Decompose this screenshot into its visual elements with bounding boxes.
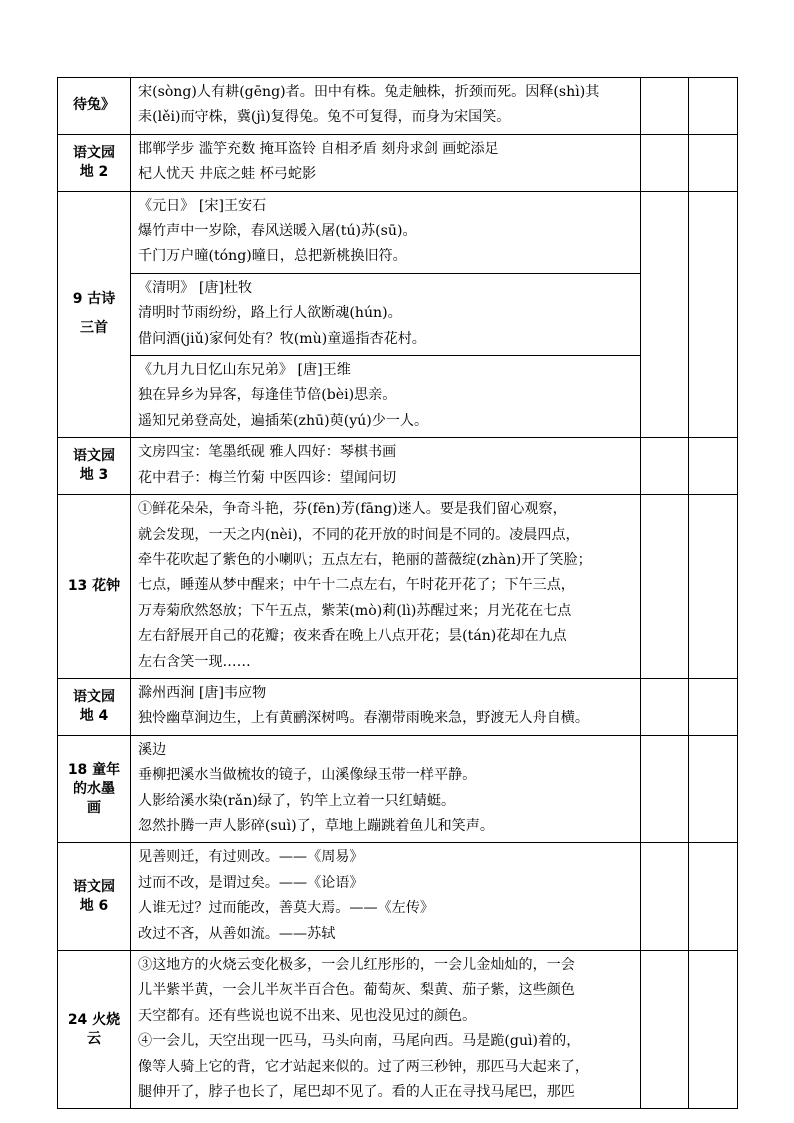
text-line: 就会发现，一天之内(nèi)，不同的花开放的时间是不同的。凌晨四点，	[138, 526, 580, 543]
text-line: 人谁无过？过而能改，善莫大焉。——《左传》	[138, 900, 434, 917]
text-cell	[131, 678, 641, 735]
lesson-label-line: 语文园	[73, 688, 115, 705]
table-row	[58, 678, 738, 735]
text-line: 溪边	[138, 741, 167, 758]
text-cell	[131, 356, 641, 438]
text-cell	[131, 843, 641, 951]
text-line: 独怜幽草涧边生，上有黄鹂深树鸣。春潮带雨晚来急，野渡无人舟自横。	[138, 710, 589, 727]
check-cell-1	[641, 495, 689, 679]
check-cell-2	[689, 78, 738, 135]
table-row	[58, 273, 738, 355]
text-line: 清明时节雨纷纷，路上行人欲断魂(hún)。	[138, 305, 402, 322]
lesson-label-line: 9 古诗	[72, 291, 116, 308]
table-row	[58, 951, 738, 1109]
check-cell-1	[641, 438, 689, 495]
text-line: 天空都有。还有些说也说不出来、见也没见过的颜色。	[138, 1007, 477, 1024]
text-line: 遥知兄弟登高处，遍插茱(zhū)萸(yú)少一人。	[138, 412, 429, 429]
text-line: 文房四宝：笔墨纸砚 雅人四好：琴棋书画	[138, 444, 397, 461]
table-row	[58, 438, 738, 495]
table-row	[58, 356, 738, 438]
check-cell-2	[689, 495, 738, 679]
check-cell-1	[641, 78, 689, 135]
lesson-label-line: 的水墨	[73, 780, 115, 797]
check-cell-1	[641, 134, 689, 191]
text-line: ④一会儿，天空出现一匹马，马头向南，马尾向西。马是跪(guì)着的，	[138, 1033, 581, 1050]
check-cell-1	[641, 951, 689, 1109]
lesson-label-line: 画	[87, 799, 101, 816]
lesson-label-line: 13 花钟	[67, 578, 121, 595]
lesson-label-line: 地 2	[79, 163, 109, 180]
text-line: 邯郸学步 滥竽充数 掩耳盗铃 自相矛盾 刻舟求剑 画蛇添足	[138, 140, 499, 157]
lesson-label-line: 地 6	[79, 897, 109, 914]
text-cell	[131, 495, 641, 679]
text-line: 耒(lěi)而守株，冀(jì)复得兔。兔不可复得，而身为宋国笑。	[138, 109, 511, 126]
table-row	[58, 191, 738, 273]
text-line: 花中君子：梅兰竹菊 中医四诊：望闻问切	[138, 469, 397, 486]
lesson-label-line: 三首	[80, 320, 108, 337]
text-line: 独在异乡为异客，每逢佳节倍(bèi)思亲。	[138, 387, 397, 404]
text-cell	[131, 438, 641, 495]
text-cell	[131, 273, 641, 355]
text-line: ③这地方的火烧云变化极多，一会儿红彤彤的，一会儿金灿灿的，一会	[138, 957, 575, 973]
check-cell-2	[689, 735, 738, 843]
text-cell	[131, 78, 641, 135]
lesson-label	[58, 495, 131, 679]
lesson-label	[58, 191, 131, 438]
text-line: 七点，睡莲从梦中醒来；中午十二点左右，午时花开花了；下午三点，	[138, 577, 575, 594]
text-line: 腿伸开了，脖子也长了，尾巴却不见了。看的人正在寻找马尾巴，那匹	[138, 1084, 575, 1101]
check-cell-2	[689, 438, 738, 495]
check-cell-1	[641, 735, 689, 843]
text-line: 左右舒展开自己的花瓣；夜来香在晚上八点开花；昙(tán)花却在九点	[138, 628, 567, 645]
lesson-label	[58, 78, 131, 135]
check-cell-1	[641, 191, 689, 438]
lesson-label	[58, 438, 131, 495]
table-row	[58, 495, 738, 679]
lesson-label	[58, 678, 131, 735]
lesson-label-line: 语文园	[73, 144, 115, 161]
text-line: 见善则迁，有过则改。——《周易》	[138, 849, 364, 866]
text-line: 过而不改，是谓过矣。——《论语》	[138, 874, 364, 891]
check-cell-1	[641, 678, 689, 735]
text-line: 左右含笑一现……	[138, 653, 251, 670]
check-cell-2	[689, 951, 738, 1109]
lesson-label	[58, 843, 131, 951]
text-line: 《九月九日忆山东兄弟》 [唐]王维	[138, 362, 351, 379]
text-line: ①鲜花朵朵，争奇斗艳，芬(fēn)芳(fāng)迷人。要是我们留心观察，	[138, 501, 567, 518]
lesson-label-line: 地 4	[79, 707, 109, 724]
text-line: 垂柳把溪水当做梳妆的镜子，山溪像绿玉带一样平静。	[138, 767, 477, 784]
table-body	[58, 78, 738, 1109]
text-line: 改过不吝，从善如流。——苏轼	[138, 925, 336, 942]
lesson-label	[58, 735, 131, 843]
text-line: 杞人忧天 井底之蛙 杯弓蛇影	[138, 166, 317, 183]
text-cell	[131, 735, 641, 843]
lesson-label-line: 语文园	[73, 448, 115, 465]
lesson-label-line: 地 3	[79, 467, 109, 484]
lesson-label-line: 24 火烧	[67, 1011, 121, 1028]
table-row	[58, 78, 738, 135]
text-line: 滁州西涧 [唐]韦应物	[138, 684, 267, 701]
table-row	[58, 134, 738, 191]
text-line: 儿半紫半黄，一会儿半灰半百合色。葡萄灰、梨黄、茄子紫，这些颜色	[138, 982, 575, 999]
text-line: 忽然扑腾一声人影碎(suì)了，草地上蹦跳着鱼儿和笑声。	[138, 817, 494, 834]
lesson-label-line: 语文园	[73, 878, 115, 895]
check-cell-2	[689, 134, 738, 191]
text-line: 像等人骑上它的背，它才站起来似的。过了两三秒钟，那匹马大起来了，	[138, 1058, 589, 1075]
text-line: 借问酒(jiǔ)家何处有？牧(mù)童遥指杏花村。	[138, 330, 426, 347]
check-cell-2	[689, 843, 738, 951]
lesson-label	[58, 951, 131, 1109]
text-line: 千门万户曈(tóng)曈日，总把新桃换旧符。	[138, 248, 407, 265]
check-cell-2	[689, 678, 738, 735]
lesson-label-line: 云	[87, 1030, 101, 1047]
recitation-table	[57, 77, 738, 1109]
table-row	[58, 735, 738, 843]
text-cell	[131, 191, 641, 273]
lesson-label	[58, 134, 131, 191]
text-cell	[131, 951, 641, 1109]
text-cell	[131, 134, 641, 191]
text-line: 万寿菊欣然怒放；下午五点，紫茉(mò)莉(lì)苏醒过来；月光花在七点	[138, 602, 572, 619]
lesson-label-line: 待兔》	[73, 97, 115, 114]
text-line: 牵牛花吹起了紫色的小喇叭；五点左右，艳丽的蔷薇绽(zhàn)开了笑脸；	[138, 551, 592, 568]
text-line: 宋(sòng)人有耕(gēng)者。田中有株。兔走触株，折颈而死。因释(shì)其	[138, 84, 600, 100]
lesson-label-line: 18 童年	[67, 761, 121, 778]
table-row	[58, 843, 738, 951]
text-line: 人影给溪水染(rǎn)绿了，钓竿上立着一只红蜻蜓。	[138, 792, 456, 809]
text-line: 《清明》 [唐]杜牧	[138, 279, 253, 296]
check-cell-2	[689, 191, 738, 438]
text-line: 爆竹声中一岁除，春风送暖入屠(tú)苏(sū)。	[138, 223, 417, 240]
check-cell-1	[641, 843, 689, 951]
text-line: 《元日》 [宋]王安石	[138, 197, 267, 214]
